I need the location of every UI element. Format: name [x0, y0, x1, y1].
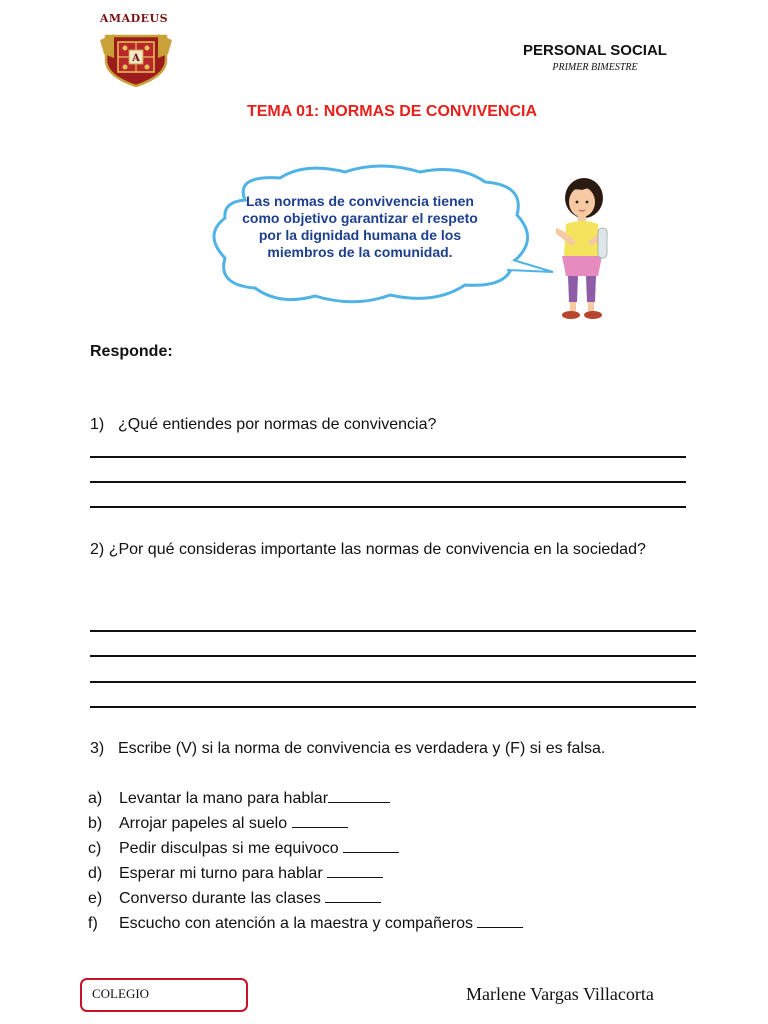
speech-text [210, 193, 510, 261]
item-letter: c) [88, 840, 102, 857]
answer-line [90, 630, 696, 632]
question-text: Escribe (V) si la norma de convivencia es verdadera y (F) si es falsa. [118, 740, 606, 757]
period-subtitle: PRIMER BIMESTRE [552, 62, 638, 73]
answer-line [90, 506, 686, 508]
list-item [88, 912, 523, 936]
logo-text: AMADEUS [99, 12, 169, 25]
answer-line [90, 456, 686, 458]
item-text: Arrojar papeles al suelo [119, 815, 288, 832]
subject-title: PERSONAL SOCIAL [523, 42, 667, 59]
item-text: Converso durante las clases [119, 890, 321, 907]
answer-blank[interactable] [477, 913, 523, 928]
speech-line: como objetivo garantizar el respeto [242, 210, 478, 226]
list-item [88, 812, 348, 836]
answer-line [90, 655, 696, 657]
item-letter: a) [88, 790, 103, 807]
school-label: COLEGIO [92, 986, 150, 1001]
item-letter: f) [88, 915, 98, 932]
answer-blank[interactable] [343, 838, 399, 853]
author-name: Marlene Vargas Villacorta [466, 984, 654, 1004]
item-letter: d) [88, 865, 103, 882]
list-item [88, 787, 390, 811]
item-text: Levantar la mano para hablar [119, 790, 329, 807]
item-text: Esperar mi turno para hablar [119, 865, 323, 882]
question-number: 3) [90, 740, 105, 757]
item-letter: b) [88, 815, 103, 832]
section-title: Responde: [90, 343, 173, 360]
list-item [88, 837, 399, 861]
speech-line: Las normas de convivencia tienen [246, 193, 474, 209]
girl-illustration [542, 172, 622, 322]
answer-line [90, 681, 696, 683]
question-1 [90, 413, 436, 437]
speech-line: miembros de la comunidad. [267, 244, 453, 260]
theme-title: TEMA 01: NORMAS DE CONVIVENCIA [246, 103, 538, 120]
question-3 [90, 737, 605, 761]
item-letter: e) [88, 890, 103, 907]
question-text: ¿Qué entiendes por normas de convivencia? [118, 416, 437, 433]
answer-blank[interactable] [328, 788, 390, 803]
answer-line [90, 481, 686, 483]
list-item [88, 862, 383, 886]
list-item [88, 887, 381, 911]
item-text: Escucho con atención a la maestra y compañeros [119, 915, 473, 932]
question-number: 2) [90, 541, 105, 558]
question-text: ¿Por qué consideras importante las normas de convivencia en la sociedad? [108, 541, 646, 558]
answer-blank[interactable] [325, 888, 381, 903]
speech-line: por la dignidad humana de los [258, 227, 462, 243]
question-2 [90, 538, 696, 562]
question-number: 1) [90, 416, 105, 433]
item-text: Pedir disculpas si me equivoco [119, 840, 339, 857]
answer-line [90, 706, 696, 708]
svg-text:A: A [132, 53, 140, 64]
answer-blank[interactable] [292, 813, 348, 828]
answer-blank[interactable] [327, 863, 383, 878]
